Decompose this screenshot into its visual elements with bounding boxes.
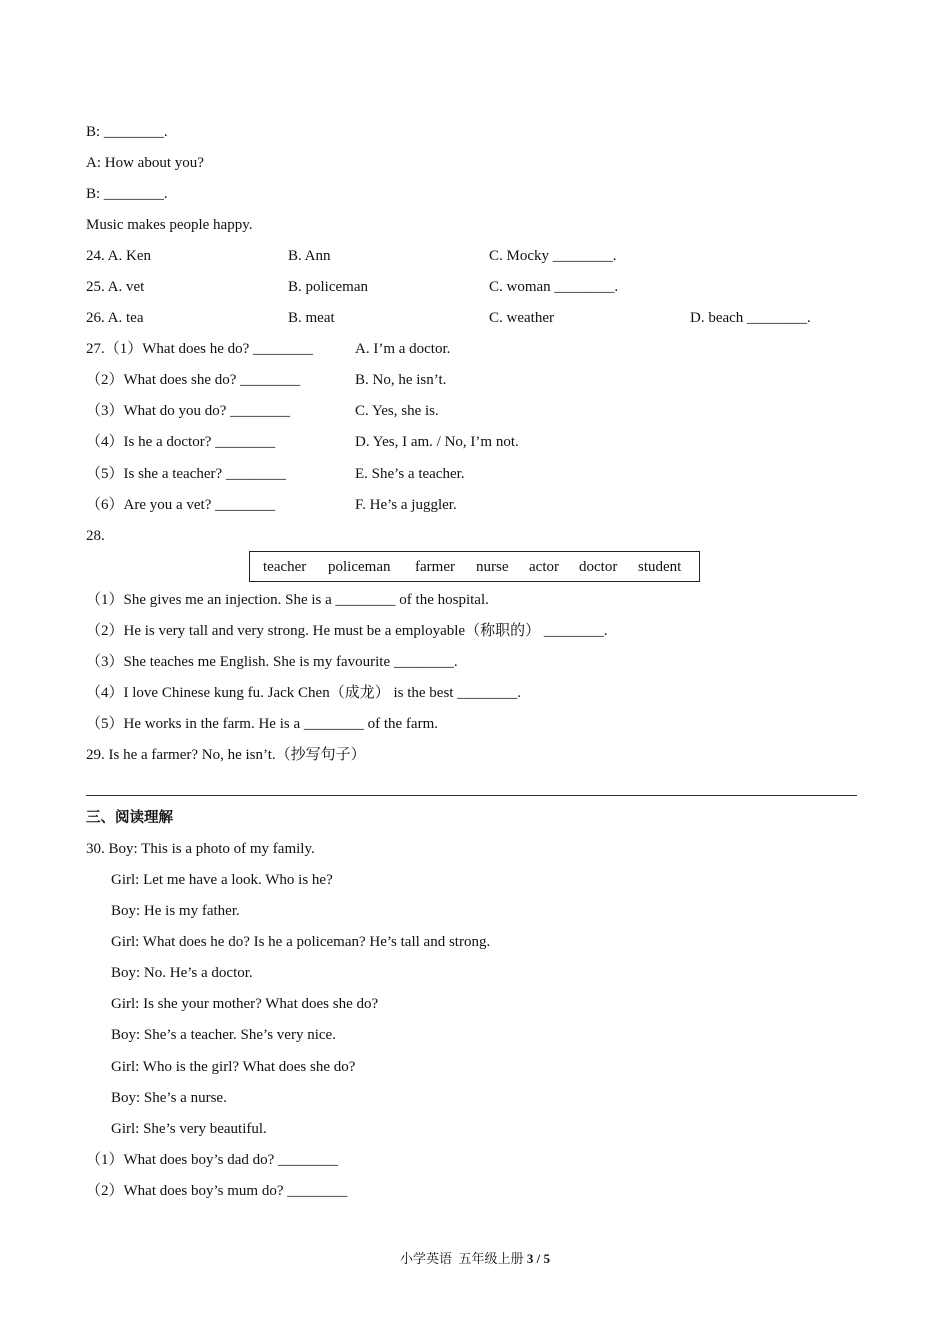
q27-question: （6）Are you a vet? ________ xyxy=(86,497,276,513)
word-bank-item: farmer xyxy=(415,559,455,575)
word-bank-box xyxy=(249,551,700,582)
q27-answer: D. Yes, I am. / No, I’m not. xyxy=(355,434,519,450)
q27-question: （3）What do you do? ________ xyxy=(86,403,291,419)
q25-option-c: C. woman ________. xyxy=(489,279,619,295)
dialogue-line: A: How about you? xyxy=(86,155,204,171)
word-bank-item: policeman xyxy=(328,559,391,575)
q26-option-b: B. meat xyxy=(288,310,335,326)
q28-item: （5）He works in the farm. He is a ________ of the farm. xyxy=(86,716,439,732)
q25-option-a: 25. A. vet xyxy=(86,279,145,295)
reading-dialogue-line: Girl: Let me have a look. Who is he? xyxy=(111,872,333,888)
q27-answer: B. No, he isn’t. xyxy=(355,372,447,388)
reading-question: （2）What does boy’s mum do? ________ xyxy=(86,1183,348,1199)
q24-option-b: B. Ann xyxy=(288,248,331,264)
answer-line xyxy=(86,795,857,796)
reading-dialogue-line: Girl: She’s very beautiful. xyxy=(111,1121,267,1137)
page-separator: / xyxy=(533,1251,544,1266)
dialogue-line: B: ________. xyxy=(86,124,168,140)
q27-question: （4）Is he a doctor? ________ xyxy=(86,434,276,450)
q27-answer: F. He’s a juggler. xyxy=(355,497,457,513)
q30-intro: 30. Boy: This is a photo of my family. xyxy=(86,841,315,857)
reading-dialogue-line: Boy: She’s a nurse. xyxy=(111,1090,227,1106)
q24-option-a: 24. A. Ken xyxy=(86,248,151,264)
q24-option-c: C. Mocky ________. xyxy=(489,248,617,264)
q27-question: （2）What does she do? ________ xyxy=(86,372,301,388)
reading-dialogue-line: Girl: Who is the girl? What does she do? xyxy=(111,1059,356,1075)
reading-dialogue-line: Boy: She’s a teacher. She’s very nice. xyxy=(111,1027,336,1043)
reading-dialogue-line: Girl: What does he do? Is he a policeman? He’s tall and strong. xyxy=(111,934,491,950)
word-bank-item: student xyxy=(638,559,682,575)
q27-answer: E. She’s a teacher. xyxy=(355,466,465,482)
page-number: 3 xyxy=(526,1251,534,1266)
page-footer xyxy=(0,1248,950,1267)
q28-item: （4）I love Chinese kung fu. Jack Chen（成龙） is the best ________. xyxy=(86,685,521,701)
q28-item: （2）He is very tall and very strong. He must be a employable（称职的） ________. xyxy=(86,623,608,639)
reading-dialogue-line: Boy: No. He’s a doctor. xyxy=(111,965,253,981)
reading-question: （1）What does boy’s dad do? ________ xyxy=(86,1152,339,1168)
q28-item: （3）She teaches me English. She is my favourite ________. xyxy=(86,654,458,670)
word-bank-item: actor xyxy=(529,559,559,575)
q28-item: （1）She gives me an injection. She is a ________ of the hospital. xyxy=(86,592,489,608)
q27-question: 27.（1）What does he do? ________ xyxy=(86,341,314,357)
footer-label: 小学英语 五年级上册 xyxy=(400,1251,527,1266)
q26-option-c: C. weather xyxy=(489,310,554,326)
q27-answer: C. Yes, she is. xyxy=(355,403,439,419)
word-bank-item: doctor xyxy=(579,559,618,575)
dialogue-line: Music makes people happy. xyxy=(86,217,253,233)
page-total: 5 xyxy=(543,1251,550,1266)
reading-dialogue-line: Boy: He is my father. xyxy=(111,903,240,919)
section-heading: 三、阅读理解 xyxy=(86,810,173,826)
q28-number: 28. xyxy=(86,528,105,544)
q29-prompt: 29. Is he a farmer? No, he isn’t.（抄写句子） xyxy=(86,747,366,763)
q25-option-b: B. policeman xyxy=(288,279,368,295)
reading-dialogue-line: Girl: Is she your mother? What does she do? xyxy=(111,996,379,1012)
word-bank-item: nurse xyxy=(476,559,509,575)
q26-option-d: D. beach ________. xyxy=(690,310,811,326)
dialogue-line: B: ________. xyxy=(86,186,168,202)
q27-question: （5）Is she a teacher? ________ xyxy=(86,466,286,482)
q26-option-a: 26. A. tea xyxy=(86,310,144,326)
word-bank-item: teacher xyxy=(263,559,307,575)
q27-answer: A. I’m a doctor. xyxy=(355,341,451,357)
